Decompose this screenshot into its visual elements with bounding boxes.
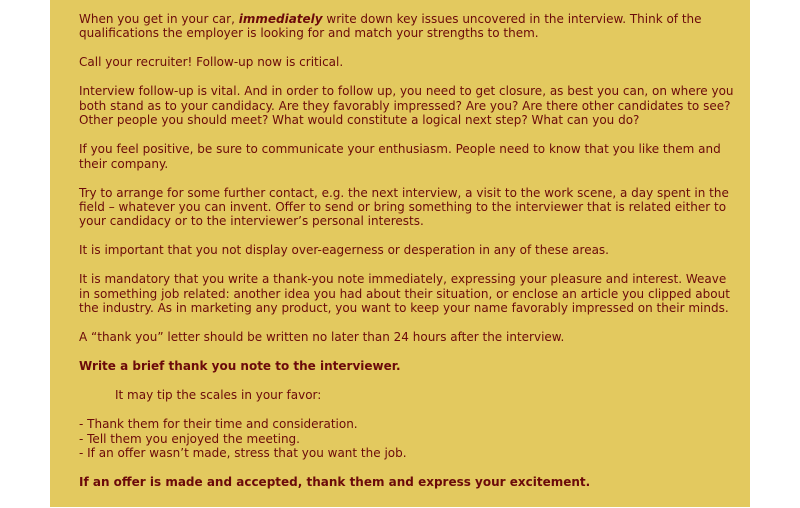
paragraph-thank-you-note: It is mandatory that you write a thank-you note immediately, expressing your pleasure and interest. Weave in something job related: another idea you had about their situation, or enclose an article you clipped about the industry. As in marketing any product, you want to keep your name favorably impressed on their minds.	[79, 272, 730, 316]
paragraph-over-eagerness: It is important that you not display over-eagerness or desperation in any of these areas.	[79, 243, 609, 258]
thank-you-tips-list	[79, 417, 736, 460]
list-item: - If an offer wasn’t made, stress that you want the job.	[79, 446, 407, 461]
paragraph-follow-up: Interview follow-up is vital. And in order to follow up, you need to get closure, as best you can, on where you both stand as to your candidacy. Are they favorably impressed? Are you? Are there other candidates to see? Other people you should meet? What would constitute a logical next step? What can you do?	[79, 84, 734, 128]
paragraph-call-recruiter: Call your recruiter! Follow-up now is critical.	[79, 55, 344, 70]
paragraph-enthusiasm: If you feel positive, be sure to communicate your enthusiasm. People need to know that you like them and their company.	[79, 142, 721, 171]
thank-you-heading: Write a brief thank you note to the interviewer.	[79, 359, 401, 374]
paragraph-write-down	[79, 12, 736, 41]
list-item: - Tell them you enjoyed the meeting.	[79, 431, 300, 446]
paragraph-write-down-rest: write down key issues uncovered in the interview. Think of the qualifications the employer is looking for and match your strengths to them.	[79, 12, 702, 41]
paragraph-further-contact: Try to arrange for some further contact, e.g. the next interview, a visit to the work scene, a day spent in the field – whatever you can invent. Offer to send or bring something to the interviewer that is related either to your candidacy or to the interviewer’s personal interests.	[79, 185, 729, 229]
closing-statement: If an offer is made and accepted, thank them and express your excitement.	[79, 475, 591, 490]
thank-you-subheading: It may tip the scales in your favor:	[115, 388, 322, 403]
thank-you-section	[79, 359, 736, 460]
emphasis-immediately: immediately	[238, 12, 323, 26]
list-item: - Thank them for their time and consideration.	[79, 417, 358, 432]
content-panel	[50, 0, 750, 507]
paragraph-write-down-intro: When you get in your car,	[79, 12, 239, 26]
paragraph-24-hours: A “thank you” letter should be written no later than 24 hours after the interview.	[79, 330, 565, 345]
